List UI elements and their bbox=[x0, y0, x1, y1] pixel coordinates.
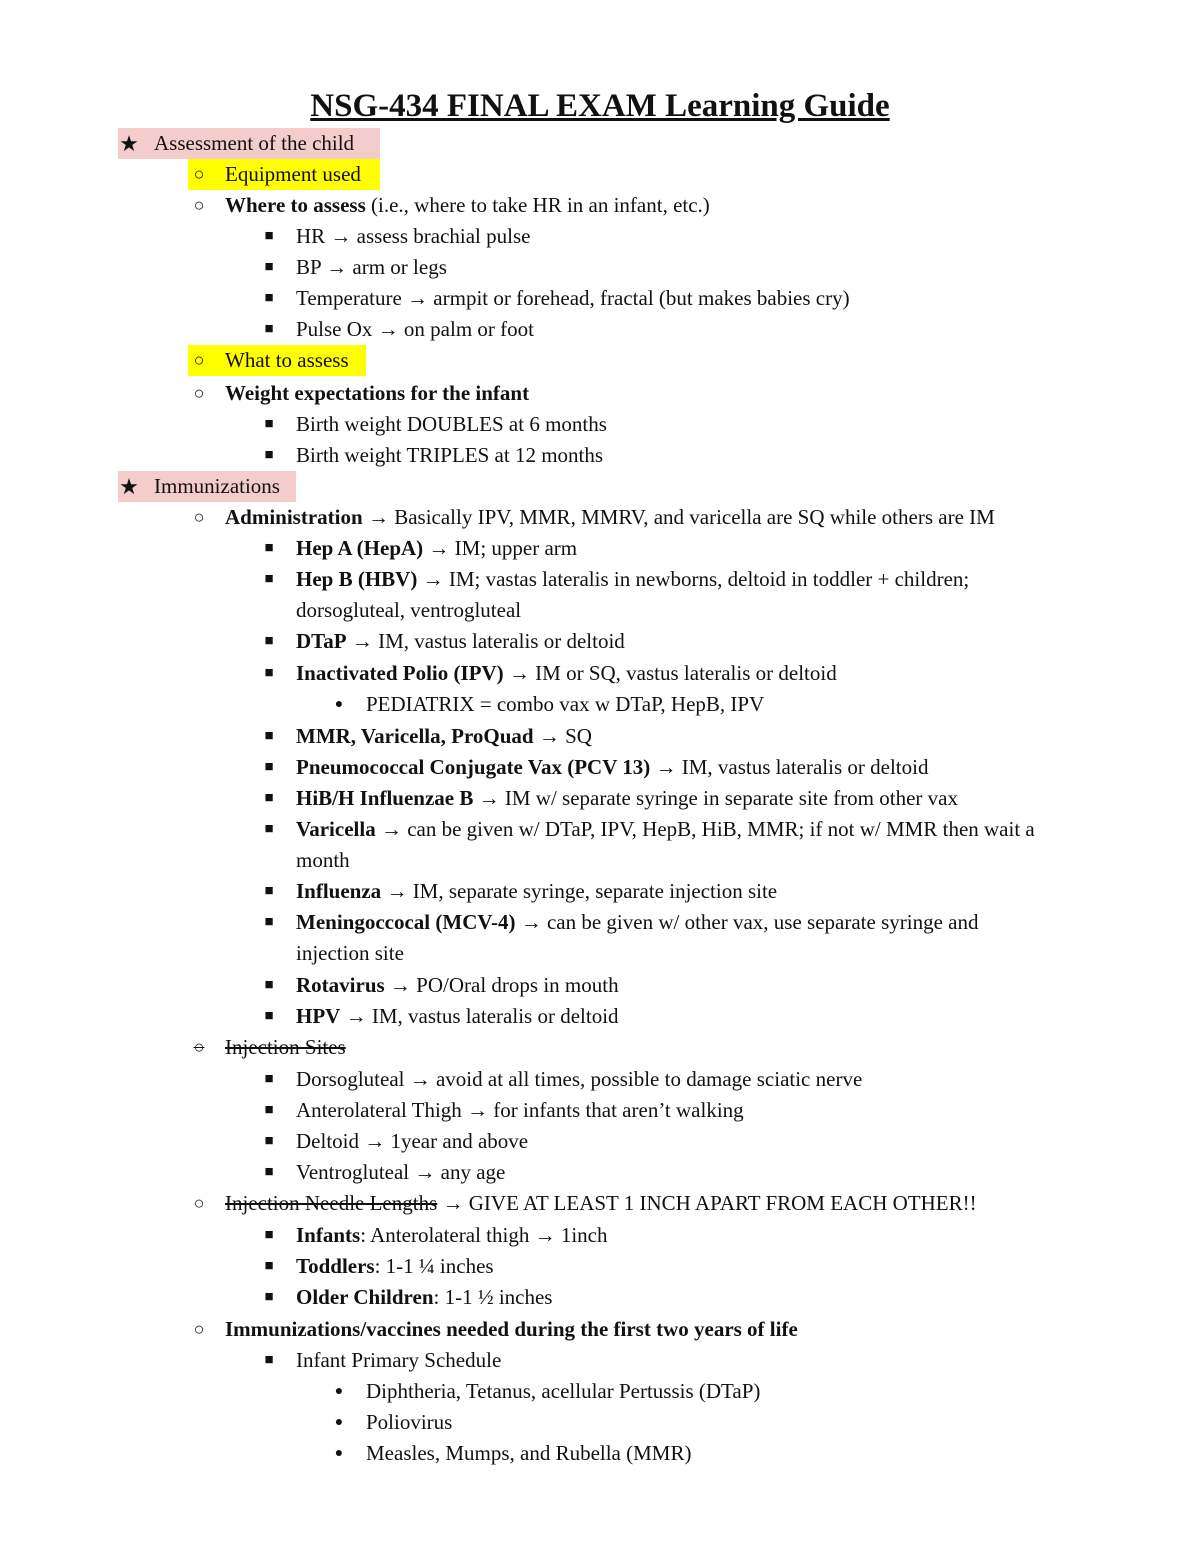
dot-bullet-icon: ● bbox=[334, 1415, 344, 1430]
square-bullet-icon: ■ bbox=[264, 883, 274, 899]
square-bullet-icon: ■ bbox=[264, 259, 274, 275]
circle-bullet-icon: ○ bbox=[193, 1319, 205, 1339]
square-bullet-icon: ■ bbox=[264, 1008, 274, 1024]
star-bullet-icon: ★ bbox=[119, 131, 139, 156]
square-bullet-icon: ■ bbox=[264, 1258, 274, 1274]
square-bullet-icon: ■ bbox=[264, 759, 274, 775]
circle-bullet-icon: ○ bbox=[193, 164, 205, 184]
circle-bullet-icon: ○ bbox=[193, 195, 205, 215]
square-bullet-icon: ■ bbox=[264, 914, 274, 930]
circle-bullet-icon: ○ bbox=[193, 1193, 205, 1213]
dot-bullet-icon: ● bbox=[334, 697, 344, 712]
square-bullet-icon: ■ bbox=[264, 447, 274, 463]
square-bullet-icon: ■ bbox=[264, 1227, 274, 1243]
square-bullet-icon: ■ bbox=[264, 416, 274, 432]
square-bullet-icon: ■ bbox=[264, 665, 274, 681]
circle-bullet-icon: ○ bbox=[193, 383, 205, 403]
square-bullet-icon: ■ bbox=[264, 1071, 274, 1087]
circle-bullet-icon: ○ bbox=[193, 350, 205, 370]
square-bullet-icon: ■ bbox=[264, 571, 274, 587]
square-bullet-icon: ■ bbox=[264, 790, 274, 806]
circle-bullet-icon: ○ bbox=[193, 1037, 205, 1057]
square-bullet-icon: ■ bbox=[264, 1133, 274, 1149]
dot-bullet-icon: ● bbox=[334, 1384, 344, 1399]
dot-bullet-icon: ● bbox=[334, 1446, 344, 1461]
circle-bullet-icon: ○ bbox=[193, 507, 205, 527]
square-bullet-icon: ■ bbox=[264, 540, 274, 556]
square-bullet-icon: ■ bbox=[264, 1352, 274, 1368]
square-bullet-icon: ■ bbox=[264, 290, 274, 306]
square-bullet-icon: ■ bbox=[264, 321, 274, 337]
square-bullet-icon: ■ bbox=[264, 228, 274, 244]
square-bullet-icon: ■ bbox=[264, 821, 274, 837]
square-bullet-icon: ■ bbox=[264, 633, 274, 649]
square-bullet-icon: ■ bbox=[264, 728, 274, 744]
square-bullet-icon: ■ bbox=[264, 977, 274, 993]
square-bullet-icon: ■ bbox=[264, 1164, 274, 1180]
square-bullet-icon: ■ bbox=[264, 1102, 274, 1118]
square-bullet-icon: ■ bbox=[264, 1289, 274, 1305]
star-bullet-icon: ★ bbox=[119, 474, 139, 499]
page-title: NSG-434 FINAL EXAM Learning Guide bbox=[310, 88, 890, 124]
